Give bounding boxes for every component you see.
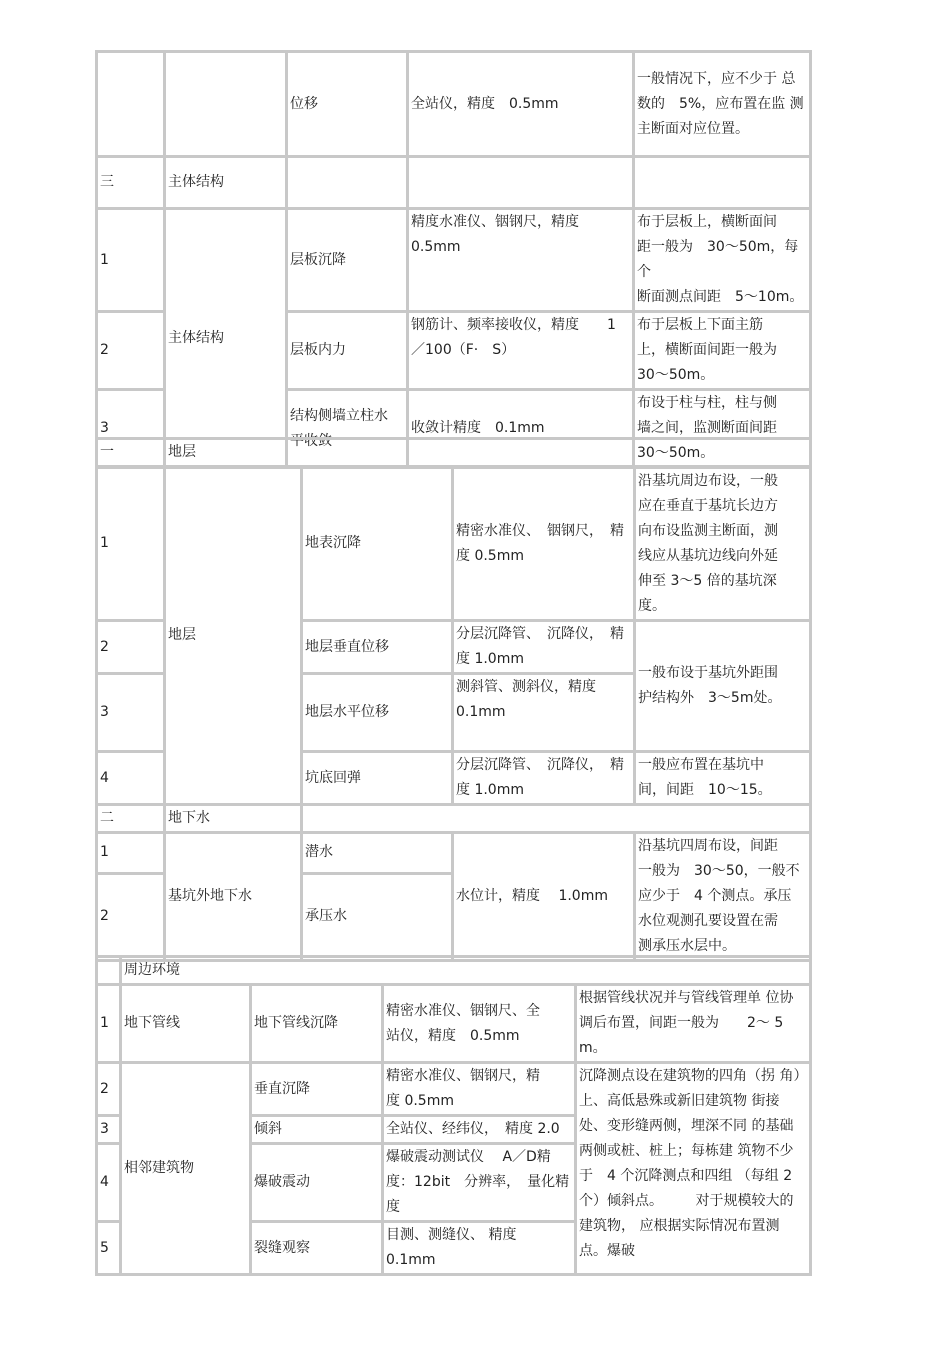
- index-cell: 2: [97, 312, 165, 390]
- category-cell: [165, 52, 287, 157]
- section-title-cell: 地下水: [165, 805, 302, 833]
- instrument-cell: 精密水准仪、铟钢尺，精 度 0.5mm: [383, 1063, 576, 1116]
- category-cell: 地下管线: [121, 985, 251, 1063]
- category-cell: 相邻建筑物: [121, 1063, 251, 1275]
- instrument-cell: 爆破震动测试仪 A／D精 度：12bit 分辨率， 量化精 度: [383, 1144, 576, 1222]
- item-cell: 倾斜: [251, 1116, 383, 1144]
- item-cell: 地下管线沉降: [251, 985, 383, 1063]
- index-cell: 2: [97, 873, 165, 960]
- index-cell: 3: [97, 674, 165, 752]
- item-cell: 结构侧墙立柱水 平收敛: [287, 390, 408, 468]
- index-cell: 2: [97, 621, 165, 674]
- layout-cell: 根据管线状况并与管线管理单 位协调后布置，间距一般为 2～ 5m。: [576, 985, 811, 1063]
- ground-monitoring-table: [95, 437, 812, 962]
- index-cell: 1: [97, 209, 165, 312]
- layout-cell: 布于层板上，横断面间 距一般为 30～50m，每个 断面测点间距 5～10m。: [634, 209, 811, 312]
- category-cell: 基坑外地下水: [165, 833, 302, 961]
- instrument-cell: 钢筋计、频率接收仪，精度 1 ／100（F· S）: [408, 312, 634, 390]
- index-cell: [97, 52, 165, 157]
- structure-monitoring-table: [95, 50, 812, 469]
- table-row: [97, 467, 811, 621]
- instrument-cell: 目测、测缝仪、 精度 0.1mm: [383, 1222, 576, 1275]
- index-cell: 5: [97, 1222, 121, 1275]
- item-cell: 承压水: [302, 873, 453, 960]
- item-cell: 爆破震动: [251, 1144, 383, 1222]
- table-row: [97, 985, 811, 1063]
- index-cell: 3: [97, 390, 165, 468]
- instrument-cell: 全站仪、经纬仪， 精度 2.0: [383, 1116, 576, 1144]
- index-cell: 4: [97, 752, 165, 805]
- layout-cell: 一般应布置在基坑中 间，间距 10～15。: [635, 752, 811, 805]
- instrument-cell: 精密水准仪、 铟钢尺， 精 度 0.5mm: [453, 467, 635, 621]
- section-header-row: [97, 805, 811, 833]
- layout-cell: 沿基坑周边布设，一般 应在垂直于基坑长边方 向布设监测主断面，测 线应从基坑边线向外延 伸至 3～5 倍的基坑深 度。: [635, 467, 811, 621]
- index-cell: [97, 957, 121, 985]
- item-cell: 裂缝观察: [251, 1222, 383, 1275]
- index-cell: 三: [97, 157, 165, 209]
- instrument-cell: 精密水准仪、铟钢尺、全 站仪，精度 0.5mm: [383, 985, 576, 1063]
- layout-cell: 布于层板上下面主筋 上，横断面间距一般为 30～50m。: [634, 312, 811, 390]
- category-cell: 主体结构: [165, 157, 287, 209]
- layout-cell: 一般情况下，应不少于 总数的 5%，应布置在监 测主断面对应位置。: [634, 52, 811, 157]
- instrument-cell: [408, 157, 634, 209]
- index-cell: 2: [97, 1063, 121, 1116]
- instrument-cell: 分层沉降管、 沉降仪， 精 度 1.0mm: [453, 621, 635, 674]
- category-cell: 主体结构: [165, 209, 287, 468]
- surroundings-monitoring-table: [95, 955, 812, 1276]
- item-cell: 垂直沉降: [251, 1063, 383, 1116]
- category-cell: 地层: [165, 467, 302, 805]
- instrument-cell: 全站仪，精度 0.5mm: [408, 52, 634, 157]
- index-cell: 二: [97, 805, 165, 833]
- index-cell: 3: [97, 1116, 121, 1144]
- section-header-row: [97, 957, 811, 985]
- item-cell: 层板内力: [287, 312, 408, 390]
- layout-cell: 沿基坑四周布设，间距 一般为 30～50，一般不 应少于 4 个测点。承压 水位观测孔要设置在需 测承压水层中。: [635, 833, 811, 961]
- index-cell: 1: [97, 833, 165, 874]
- layout-cell: 一般布设于基坑外距围 护结构外 3～5m处。: [635, 621, 811, 752]
- item-cell: 地层垂直位移: [302, 621, 453, 674]
- item-cell: 地层水平位移: [302, 674, 453, 752]
- table-row: [97, 833, 811, 874]
- table-row: [97, 52, 811, 157]
- table-row: [97, 1063, 811, 1116]
- item-cell: 地表沉降: [302, 467, 453, 621]
- section-header-row: [97, 439, 811, 467]
- item-cell: 潜水: [302, 833, 453, 874]
- table-row: [97, 209, 811, 312]
- index-cell: 一: [97, 439, 165, 467]
- item-cell: 层板沉降: [287, 209, 408, 312]
- instrument-cell: 精度水准仪、铟钢尺，精度 0.5mm: [408, 209, 634, 312]
- section-header-row: [97, 157, 811, 209]
- layout-cell: 沉降测点设在建筑物的四角（拐 角）上、高低悬殊或新旧建筑物 街接处、变形缝两侧，埋深不同 的基础两侧或桩、桩上；每栋建 筑物不少于 4 个沉降测点和四组 （每组 2 个）倾斜点。 对于规模较大的建筑物， 应根据实际情况布置测点。爆破: [576, 1063, 811, 1275]
- item-cell: 坑底回弹: [302, 752, 453, 805]
- layout-cell: [634, 157, 811, 209]
- empty-cell: [302, 805, 811, 833]
- section-title-cell: 地层: [165, 439, 811, 467]
- section-title-cell: 周边环境: [121, 957, 811, 985]
- instrument-cell: 水位计，精度 1.0mm: [453, 833, 635, 961]
- index-cell: 1: [97, 985, 121, 1063]
- index-cell: 4: [97, 1144, 121, 1222]
- item-cell: [287, 157, 408, 209]
- index-cell: 1: [97, 467, 165, 621]
- instrument-cell: 分层沉降管、 沉降仪， 精 度 1.0mm: [453, 752, 635, 805]
- instrument-cell: 收敛计精度 0.1mm: [408, 390, 634, 468]
- layout-cell: 布设于柱与柱，柱与侧 墙之间，监测断面间距 30～50m。: [634, 390, 811, 468]
- instrument-cell: 测斜管、测斜仪，精度 0.1mm: [453, 674, 635, 752]
- item-cell: 位移: [287, 52, 408, 157]
